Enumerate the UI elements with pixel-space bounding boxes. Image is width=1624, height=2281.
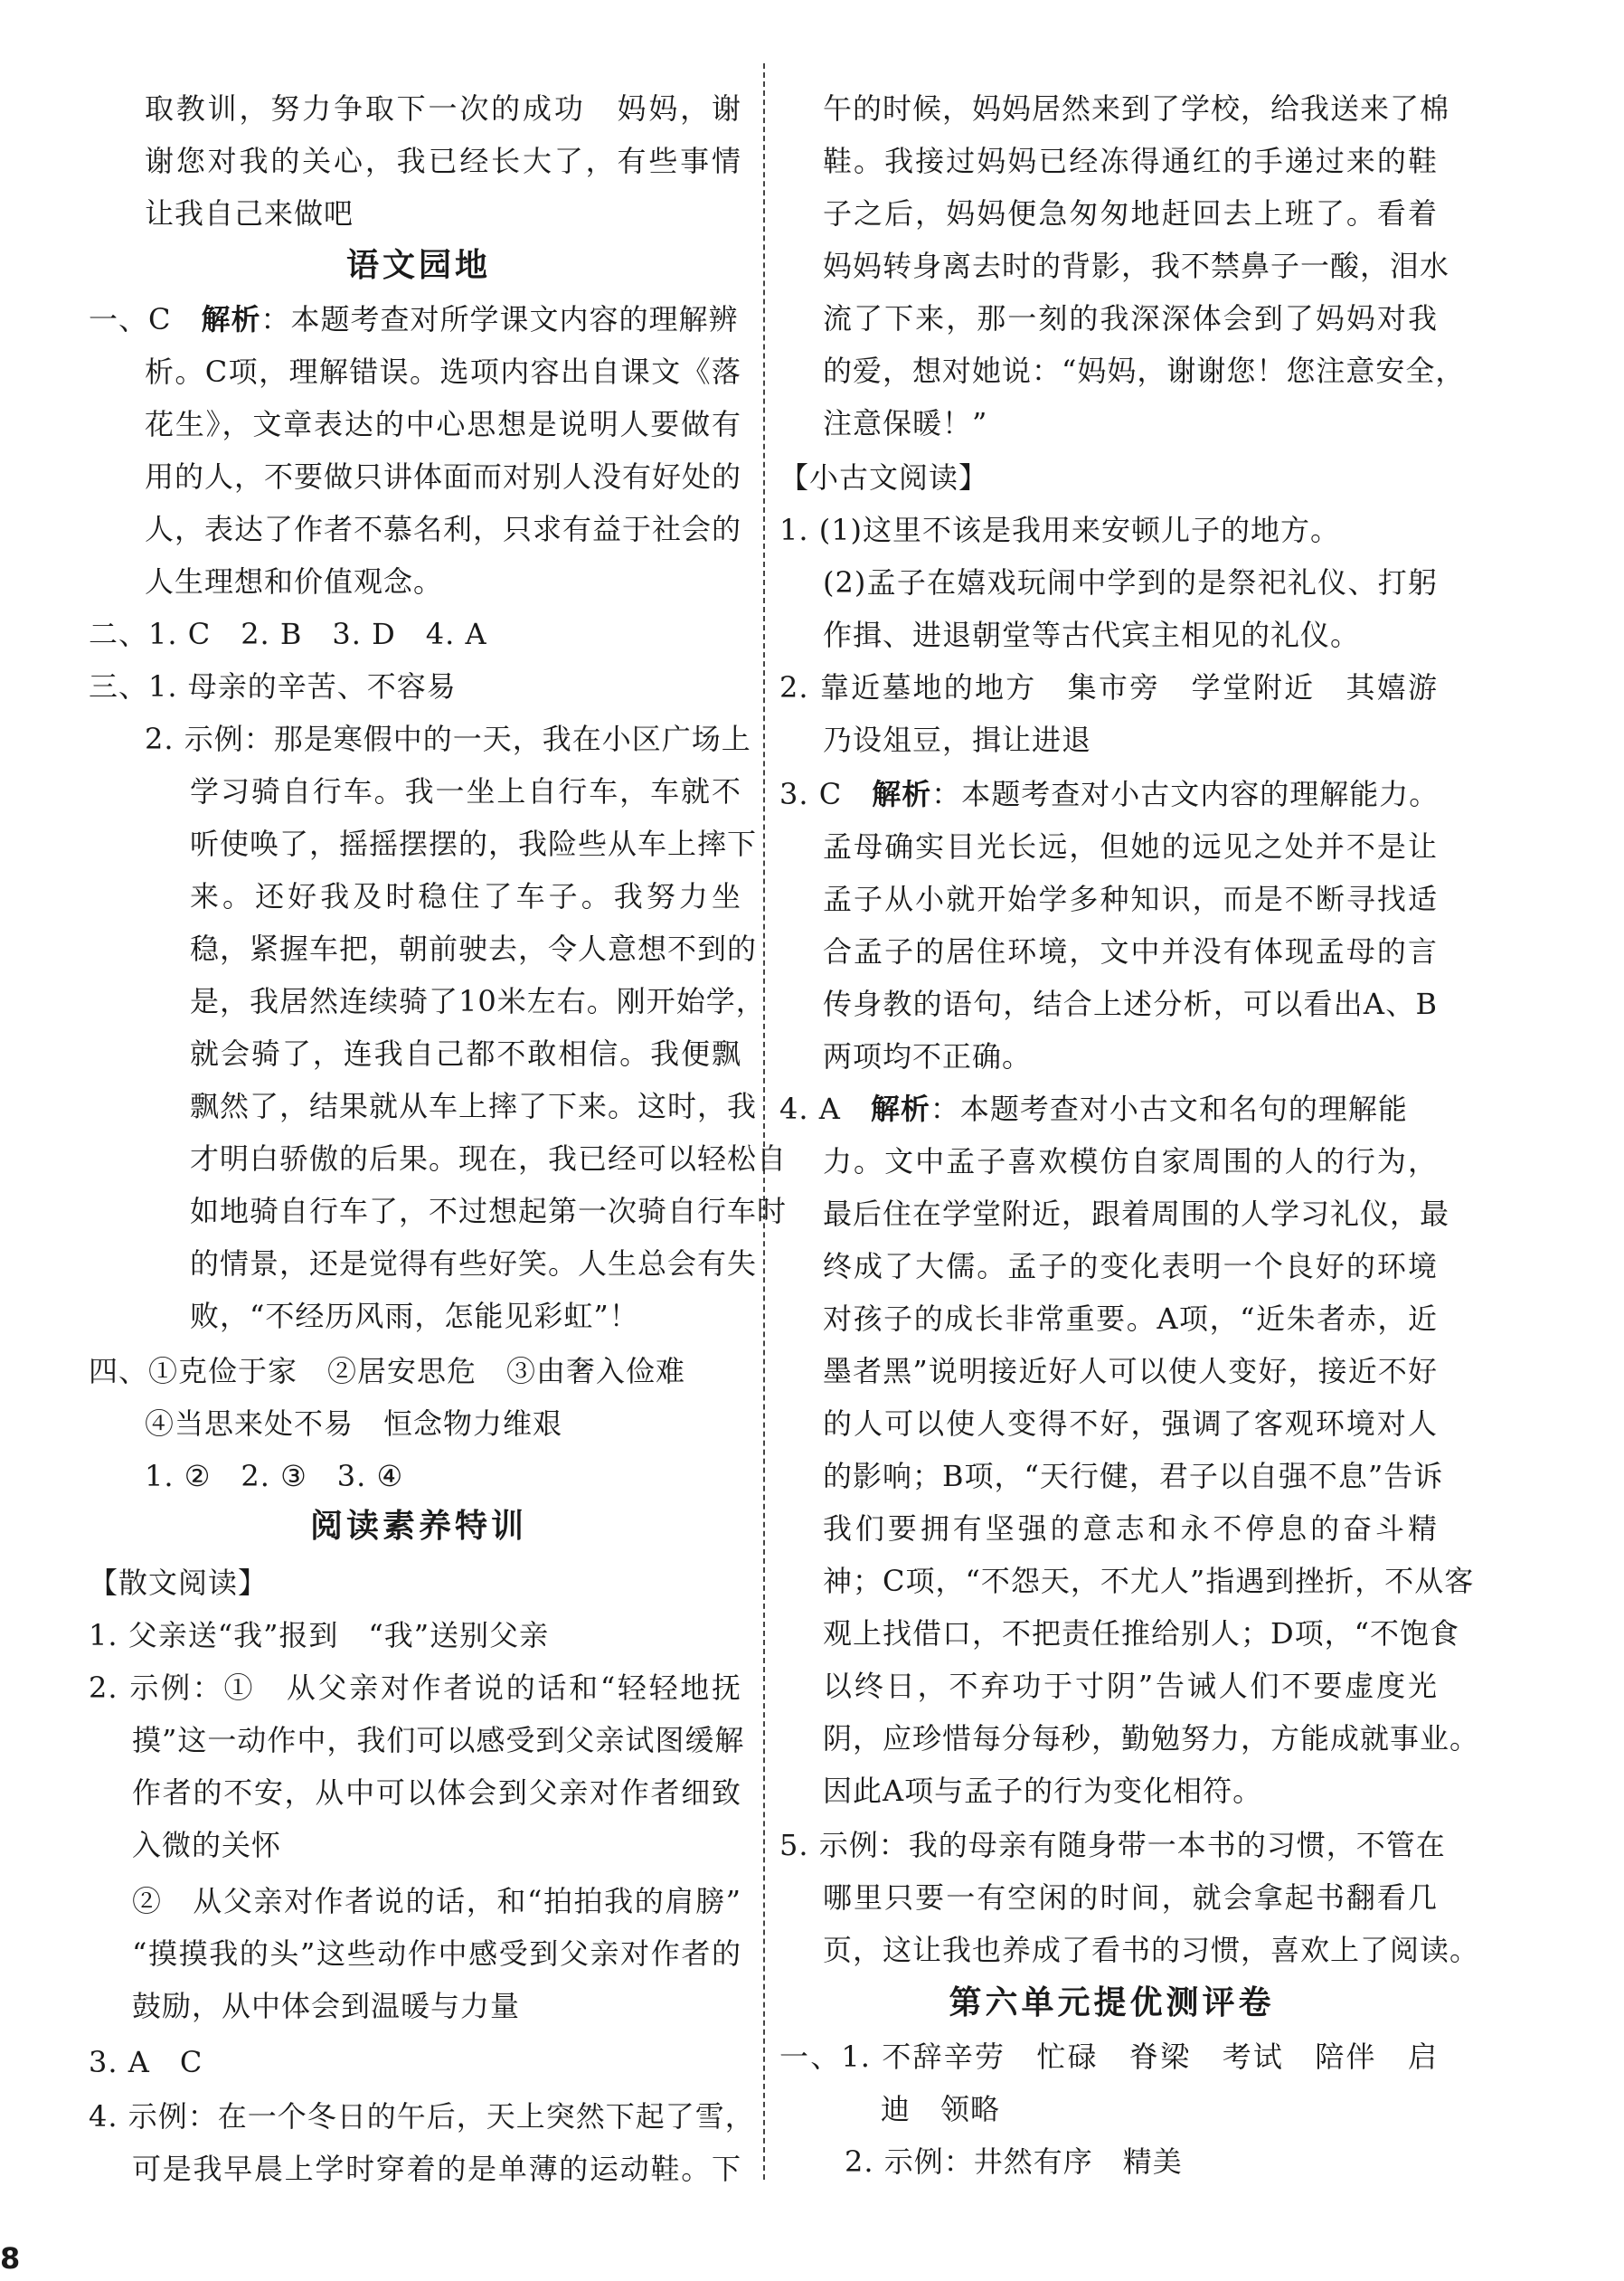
sanwen-q2-line: 2. 示例：① 从父亲对作者说的话和“轻轻地抚 xyxy=(89,1671,741,1705)
q1-answer: C xyxy=(148,302,202,336)
gw-q4-analysis-label: 解析 xyxy=(870,1092,930,1126)
gw-q4-line: 最后住在学堂附近，跟着周围的人学习礼仪，最 xyxy=(823,1197,1450,1231)
q3-2-line: 飘然了，结果就从车上摔了下来。这时，我 xyxy=(190,1089,758,1123)
gw-q3-line: 孟母确实目光长远，但她的远见之处并不是让 xyxy=(823,829,1438,864)
cont-line: 流了下来，那一刻的我深深体会到了妈妈对我 xyxy=(823,301,1438,336)
sanwen-q4-line: 4. 示例：在一个冬日的午后，天上突然下起了雪， xyxy=(89,2099,755,2134)
q1-analysis-label: 解析 xyxy=(201,302,261,336)
q3-2-line: 稳，紧握车把，朝前驶去，令人意想不到的 xyxy=(190,932,758,966)
unit6-line-2: 迪 领略 xyxy=(881,2092,1001,2126)
gw-q4-line: 墨者黑”说明接近好人可以使人变好，接近不好 xyxy=(823,1354,1438,1388)
q1-line: 人生理想和价值观念。 xyxy=(145,564,444,599)
cont-line: 的爱，想对她说：“妈妈，谢谢您！您注意安全， xyxy=(823,354,1466,388)
q3-2-line: 败，“不经历风雨，怎能见彩虹”！ xyxy=(190,1299,639,1333)
gw-q3-first-line xyxy=(779,776,1444,812)
q3-2-line: 的情景，还是觉得有些好笑。人生总会有失 xyxy=(190,1246,758,1281)
gw-q3-answer: 3. C xyxy=(779,777,873,811)
page-number: 8 xyxy=(0,2241,21,2276)
section-title-yuedu-suyang: 阅读素养特训 xyxy=(309,1508,527,1545)
gw-q4-line: 神；C项，“不怨天，不尤人”指遇到挫折，不从客 xyxy=(823,1564,1475,1598)
gw-q4-answer: 4. A xyxy=(779,1092,871,1126)
gw-q5-line: 5. 示例：我的母亲有随身带一本书的习惯，不管在 xyxy=(779,1828,1446,1862)
q3-2-line: 2. 示例：那是寒假中的一天，我在小区广场上 xyxy=(145,722,751,756)
q1-line: 用的人，不要做只讲体面而对别人没有好处的 xyxy=(145,459,742,494)
intro-line-3: 让我自己来做吧 xyxy=(145,196,354,231)
sanwen-q2-line: 鼓励，从中体会到温暖与力量 xyxy=(132,1989,521,2023)
gw-q4-line: 阴，应珍惜每分每秒，勤勉努力，方能成就事业。 xyxy=(823,1721,1480,1756)
q1-line: 花生》，文章表达的中心思想是说明人要做有 xyxy=(145,407,741,441)
gw-q4-line: 的影响；B项，“天行健，君子以自强不息”告诉 xyxy=(823,1459,1444,1493)
gw-q4-line: 观上找借口，不把责任推给别人；D项，“不饱食 xyxy=(823,1616,1460,1651)
q3-2-line: 学习骑自行车。我一坐上自行车，车就不 xyxy=(190,774,741,809)
cont-line: 妈妈转身离去时的背影，我不禁鼻子一酸，泪水 xyxy=(823,249,1450,283)
gw-q4-line: 力。文中孟子喜欢模仿自家周围的人的行为， xyxy=(823,1144,1438,1178)
unit6-line-1: 一、1. 不辞辛劳 忙碌 脊梁 考试 陪伴 启 xyxy=(779,2040,1438,2074)
q1-first-line xyxy=(89,301,749,337)
intro-line-1: 取教训，努力争取下一次的成功 妈妈，谢 xyxy=(145,91,741,126)
gw-q3-line: 两项均不正确。 xyxy=(823,1039,1033,1074)
q1-line: 析。C项，理解错误。选项内容出自课文《落 xyxy=(145,355,741,389)
q1-number: 一、 xyxy=(89,302,149,336)
gw-q1-line: (2)孟子在嬉戏玩闹中学到的是祭祀礼仪、打躬 xyxy=(823,565,1438,600)
sanwen-q2-line: ② 从父亲对作者说的话，和“拍拍我的肩膀” xyxy=(132,1884,741,1918)
gw-q2-line: 2. 靠近墓地的地方 集市旁 学堂附近 其嬉游 xyxy=(779,670,1438,705)
sanwen-q2-line: “摸摸我的头”这些动作中感受到父亲对作者的 xyxy=(132,1936,741,1971)
q3-2-line: 才明白骄傲的后果。现在，我已经可以轻松自 xyxy=(190,1141,788,1176)
gw-q4-analysis-text: ：本题考查对小古文和名句的理解能 xyxy=(930,1092,1408,1126)
q3-2-line: 听使唤了，摇摇摆摆的，我险些从车上摔下 xyxy=(190,827,758,861)
sanwen-q3: 3. A C xyxy=(89,2045,203,2079)
q3-2-line: 就会骑了，连我自己都不敢相信。我便飘 xyxy=(190,1036,741,1071)
q4-line: 1. ② 2. ③ 3. ④ xyxy=(145,1459,404,1493)
cont-line: 午的时候，妈妈居然来到了学校，给我送来了棉 xyxy=(823,91,1450,126)
sanwen-q4-line: 可是我早晨上学时穿着的是单薄的运动鞋。下 xyxy=(132,2152,741,2186)
sanwen-label: 【散文阅读】 xyxy=(89,1566,269,1600)
q4-line: ④当思来处不易 恒念物力维艰 xyxy=(145,1406,563,1441)
gw-q3-analysis-label: 解析 xyxy=(872,777,932,811)
xiaoguwen-label: 【小古文阅读】 xyxy=(779,460,989,495)
q1-analysis-text: ：本题考查对所学课文内容的理解辨 xyxy=(260,302,739,336)
sanwen-q2-line: 作者的不安，从中可以体会到父亲对作者细致 xyxy=(132,1775,741,1810)
gw-q4-first-line xyxy=(779,1091,1444,1127)
gw-q2-line: 乃设俎豆，揖让进退 xyxy=(823,723,1092,757)
cont-line: 注意保暖！” xyxy=(823,406,988,440)
gw-q3-line: 合孟子的居住环境，文中并没有体现孟母的言 xyxy=(823,934,1438,969)
unit6-line-3: 2. 示例：井然有序 精美 xyxy=(845,2144,1183,2179)
gw-q4-line: 因此A项与孟子的行为变化相符。 xyxy=(823,1774,1263,1808)
gw-q3-analysis-text: ：本题考查对小古文内容的理解能力。 xyxy=(931,777,1440,811)
gw-q4-line: 的人可以使人变得不好，强调了客观环境对人 xyxy=(823,1406,1438,1441)
q3-2-line: 如地骑自行车了，不过想起第一次骑自行车时 xyxy=(190,1194,788,1228)
q3-2-line: 是，我居然连续骑了10米左右。刚开始学， xyxy=(190,984,766,1018)
gw-q5-line: 页，这让我也养成了看书的习惯，喜欢上了阅读。 xyxy=(823,1933,1480,1967)
q3-2-line: 来。还好我及时稳住了车子。我努力坐 xyxy=(190,879,741,913)
q2-answers: 二、1. C 2. B 3. D 4. A xyxy=(89,617,487,651)
column-divider xyxy=(763,63,765,2180)
gw-q4-line: 我们要拥有坚强的意志和永不停息的奋斗精 xyxy=(823,1511,1438,1546)
gw-q4-line: 终成了大儒。孟子的变化表明一个良好的环境 xyxy=(823,1249,1438,1283)
intro-line-2: 谢您对我的关心，我已经长大了，有些事情 xyxy=(145,144,741,178)
section-title-yuwen-yuandi: 语文园地 xyxy=(345,247,491,284)
gw-q1-line: 作揖、进退朝堂等古代宾主相见的礼仪。 xyxy=(823,618,1361,652)
gw-q4-line: 对孩子的成长非常重要。A项，“近朱者赤，近 xyxy=(823,1301,1438,1336)
gw-q5-line: 哪里只要一有空闲的时间，就会拿起书翻看几 xyxy=(823,1880,1438,1915)
cont-line: 子之后，妈妈便急匆匆地赶回去上班了。看着 xyxy=(823,196,1438,231)
gw-q3-line: 孟子从小就开始学多种知识，而是不断寻找适 xyxy=(823,882,1438,916)
gw-q1-line: 1. (1)这里不该是我用来安顿儿子的地方。 xyxy=(779,513,1341,547)
sanwen-q1: 1. 父亲送“我”报到 “我”送别父亲 xyxy=(89,1618,550,1652)
cont-line: 鞋。我接过妈妈已经冻得通红的手递过来的鞋 xyxy=(823,144,1438,178)
q1-line: 人，表达了作者不慕名利，只求有益于社会的 xyxy=(145,512,742,546)
gw-q4-line: 以终日，不弃功于寸阴”告诫人们不要虚度光 xyxy=(823,1669,1438,1703)
q4-line: 四、①克俭于家 ②居安思危 ③由奢入俭难 xyxy=(89,1354,686,1388)
q3-1-answer: 三、1. 母亲的辛苦、不容易 xyxy=(89,669,457,704)
sanwen-q2-line: 入微的关怀 xyxy=(132,1828,282,1862)
right-column xyxy=(779,0,1480,2198)
left-column xyxy=(89,0,788,2198)
gw-q3-line: 传身教的语句，结合上述分析，可以看出A、B xyxy=(823,987,1438,1021)
section-title-unit6: 第六单元提优测评卷 xyxy=(949,1984,1275,2021)
sanwen-q2-line: 摸”这一动作中，我们可以感受到父亲试图缓解 xyxy=(132,1723,745,1757)
